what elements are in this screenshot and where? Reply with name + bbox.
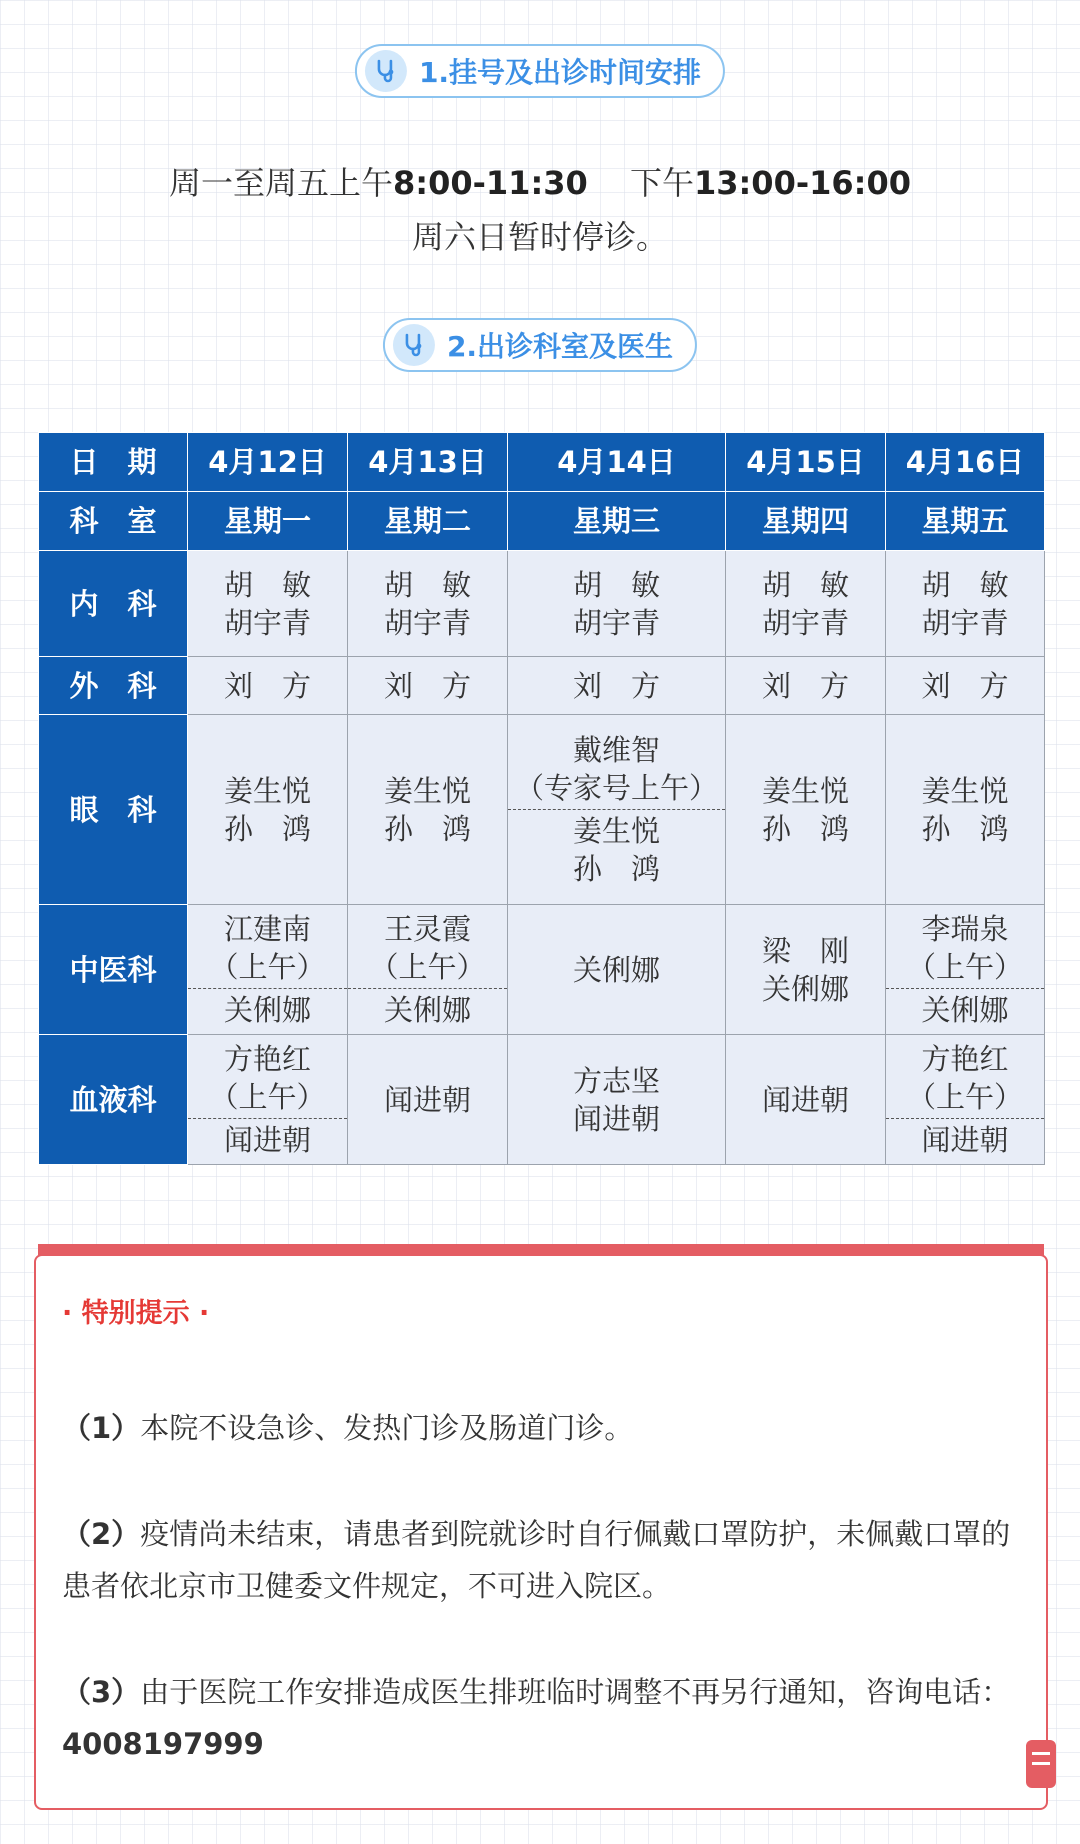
notice-item-number: （2） <box>62 1517 141 1551</box>
doctor-cell <box>726 905 886 1035</box>
date-cell: 4月12日 <box>188 433 348 492</box>
doctor-name: 关俐娜 <box>761 971 849 1006</box>
hours-line <box>0 156 1080 210</box>
morning-hours: 8:00-11:30 <box>393 164 588 202</box>
afternoon-prefix: 下午 <box>629 164 694 202</box>
cell-split-bottom <box>348 989 507 1029</box>
doctor-cell: 闻进朝 <box>348 1035 508 1165</box>
stethoscope-icon <box>393 324 435 366</box>
doctor-name: 孙 鸿 <box>572 852 660 886</box>
consult-phone: 4008197999 <box>62 1727 264 1761</box>
dept-row-ophthalmology <box>39 715 1045 905</box>
doctor-name: 闻进朝 <box>921 1123 1009 1157</box>
session-note: （上午） <box>369 950 486 984</box>
header-date-label: 日 期 <box>39 433 188 492</box>
notice-item <box>62 1508 1020 1612</box>
weekday-cell: 星期四 <box>726 492 886 551</box>
dept-label: 眼 科 <box>39 715 188 905</box>
cell-split-bottom <box>188 1119 347 1159</box>
doctor-cell <box>508 715 726 905</box>
doctor-name: 胡 敏 <box>921 567 1009 602</box>
stethoscope-icon <box>365 50 407 92</box>
header-dept-label: 科 室 <box>39 492 188 551</box>
doctor-name: 姜生悦 <box>383 773 471 808</box>
notice-item <box>62 1402 1020 1454</box>
doctor-cell <box>886 715 1045 905</box>
doctor-cell <box>508 1035 726 1165</box>
doctor-cell <box>188 551 348 657</box>
cell-split-top <box>886 910 1044 989</box>
session-note: （专家号上午） <box>514 771 718 805</box>
doctor-name: 胡 敏 <box>223 567 311 602</box>
date-cell: 4月14日 <box>508 433 726 492</box>
schedule-table <box>38 432 1045 1165</box>
weekday-cell: 星期二 <box>348 492 508 551</box>
doctor-name: 闻进朝 <box>223 1123 311 1157</box>
cell-split-bottom <box>508 810 725 888</box>
doctor-cell: 关俐娜 <box>508 905 726 1035</box>
doctor-cell <box>348 905 508 1035</box>
dept-label: 外 科 <box>39 657 188 715</box>
doctor-name: 胡宇青 <box>572 605 660 640</box>
doctor-name: 孙 鸿 <box>761 811 849 846</box>
doctor-name: 胡宇青 <box>761 605 849 640</box>
date-cell: 4月15日 <box>726 433 886 492</box>
doctor-name: 关俐娜 <box>921 993 1009 1027</box>
doctor-name: 胡宇青 <box>223 605 311 640</box>
dept-label: 血液科 <box>39 1035 188 1165</box>
doctor-name: 李瑞泉 <box>921 912 1009 946</box>
doctor-name: 胡 敏 <box>572 567 660 602</box>
afternoon-hours: 13:00-16:00 <box>693 164 911 202</box>
dept-label: 内 科 <box>39 551 188 657</box>
doctor-name: 胡宇青 <box>921 605 1009 640</box>
doctor-cell <box>726 551 886 657</box>
dept-row-hematology <box>39 1035 1045 1165</box>
doctor-cell <box>508 551 726 657</box>
date-cell: 4月13日 <box>348 433 508 492</box>
doctor-name: 孙 鸿 <box>921 811 1009 846</box>
notice-item-text: 本院不设急诊、发热门诊及肠道门诊。 <box>140 1411 634 1445</box>
weekday-cell: 星期三 <box>508 492 726 551</box>
doctor-cell <box>348 715 508 905</box>
clinic-hours <box>0 156 1080 264</box>
doctor-name: 胡 敏 <box>383 567 471 602</box>
cell-split-top <box>188 1040 347 1119</box>
dept-row-tcm <box>39 905 1045 1035</box>
notice-item-text: 由于医院工作安排造成医生排班临时调整不再另行通知，咨询电话： <box>140 1675 1011 1709</box>
doctor-cell <box>188 905 348 1035</box>
doctor-cell <box>886 1035 1045 1165</box>
doctor-name: 闻进朝 <box>572 1101 660 1136</box>
special-notice <box>34 1254 1048 1810</box>
session-note: （上午） <box>209 1080 326 1114</box>
weekend-note: 周六日暂时停诊。 <box>411 218 668 256</box>
notice-title: · 特别提示 · <box>62 1298 210 1329</box>
doctor-name: 方志坚 <box>572 1063 660 1098</box>
doctor-cell <box>886 905 1045 1035</box>
cell-split-bottom <box>886 1119 1044 1159</box>
section-title: 1.挂号及出诊时间安排 <box>418 56 702 89</box>
doctor-cell: 刘 方 <box>726 657 886 715</box>
doctor-name: 方艳红 <box>921 1042 1009 1076</box>
doctor-name: 关俐娜 <box>223 993 311 1027</box>
notice-item-number: （3） <box>62 1675 141 1709</box>
section-header-doctors <box>383 318 697 372</box>
date-cell: 4月16日 <box>886 433 1045 492</box>
cell-split-top <box>348 910 507 989</box>
cell-split-top <box>886 1040 1044 1119</box>
weekday-row <box>39 492 1045 551</box>
section-title: 2.出诊科室及医生 <box>446 330 674 363</box>
weekday-cell: 星期五 <box>886 492 1045 551</box>
doctor-cell <box>188 715 348 905</box>
doctor-cell <box>886 551 1045 657</box>
doctor-name: 方艳红 <box>223 1042 311 1076</box>
doctor-name: 姜生悦 <box>223 773 311 808</box>
doctor-cell <box>188 1035 348 1165</box>
doctor-name: 梁 刚 <box>761 933 849 968</box>
doctor-name: 关俐娜 <box>383 993 471 1027</box>
doctor-cell: 闻进朝 <box>726 1035 886 1165</box>
session-note: （上午） <box>906 950 1023 984</box>
section-header-schedule <box>355 44 725 98</box>
doctor-cell <box>726 715 886 905</box>
document-icon <box>1026 1740 1056 1788</box>
doctor-cell <box>348 551 508 657</box>
doctor-name: 姜生悦 <box>572 814 660 848</box>
hours-prefix: 周一至周五上午 <box>169 164 394 202</box>
date-row <box>39 433 1045 492</box>
doctor-name: 姜生悦 <box>921 773 1009 808</box>
dept-row-surgery <box>39 657 1045 715</box>
doctor-name: 胡宇青 <box>383 605 471 640</box>
notice-item-text: 疫情尚未结束，请患者到院就诊时自行佩戴口罩防护，未佩戴口罩的患者依北京市卫健委文件规定，不可进入院区。 <box>62 1517 1011 1603</box>
dept-label: 中医科 <box>39 905 188 1035</box>
doctor-name: 姜生悦 <box>761 773 849 808</box>
session-note: （上午） <box>906 1080 1023 1114</box>
notice-item <box>62 1666 1020 1770</box>
doctor-cell: 刘 方 <box>188 657 348 715</box>
dept-row-internal <box>39 551 1045 657</box>
cell-split-top <box>188 910 347 989</box>
doctor-name: 江建南 <box>223 912 311 946</box>
weekday-cell: 星期一 <box>188 492 348 551</box>
doctor-name: 孙 鸿 <box>383 811 471 846</box>
doctor-name: 戴维智 <box>572 733 660 767</box>
doctor-cell: 刘 方 <box>348 657 508 715</box>
cell-split-bottom <box>886 989 1044 1029</box>
doctor-cell: 刘 方 <box>886 657 1045 715</box>
doctor-name: 胡 敏 <box>761 567 849 602</box>
notice-item-number: （1） <box>62 1411 141 1445</box>
doctor-cell: 刘 方 <box>508 657 726 715</box>
cell-split-bottom <box>188 989 347 1029</box>
doctor-name: 王灵霞 <box>383 912 471 946</box>
session-note: （上午） <box>209 950 326 984</box>
cell-split-top <box>508 731 725 810</box>
doctor-name: 孙 鸿 <box>223 811 311 846</box>
